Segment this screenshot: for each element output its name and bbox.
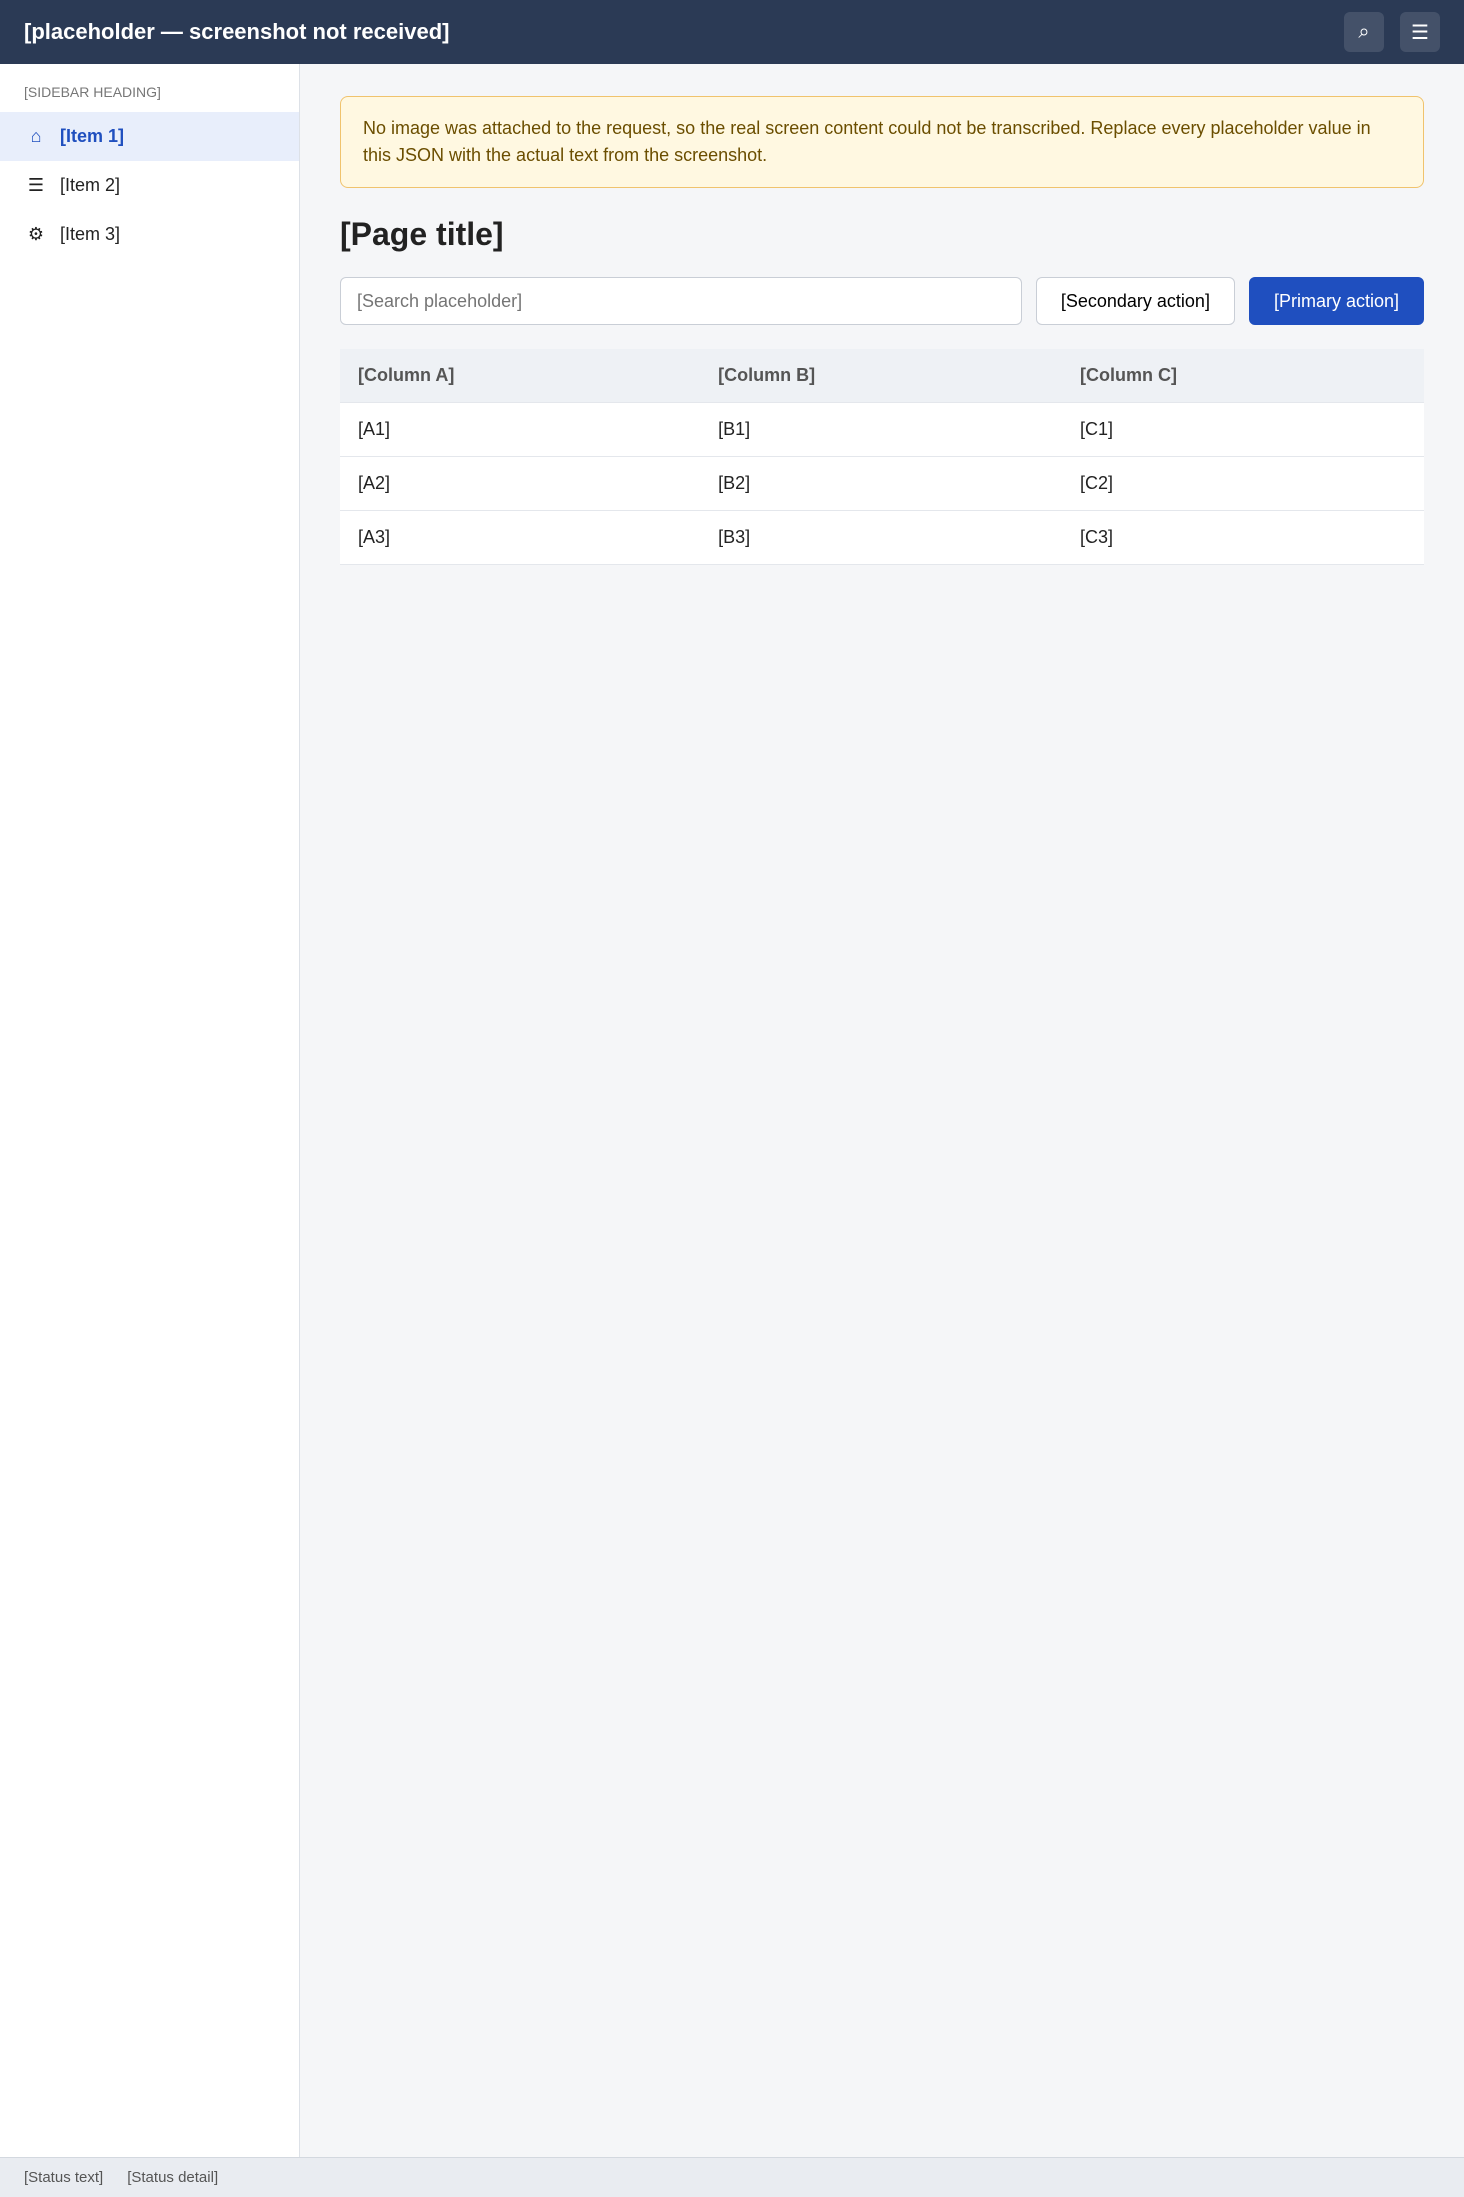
sidebar-item-label: [Item 3]	[60, 224, 121, 244]
table-row[interactable]	[340, 403, 1424, 457]
missing-image-notice: No image was attached to the request, so the real screen content could not be transcribed. Replace every placeholder value in this JSON with the actual text from the screenshot.	[340, 96, 1424, 188]
table-header-row	[340, 349, 1424, 403]
table-cell: [B3]	[700, 511, 1062, 565]
sidebar-heading: [SIDEBAR HEADING]	[24, 84, 161, 100]
sidebar-item-1[interactable]	[0, 112, 299, 161]
status-detail: [Status detail]	[127, 2169, 219, 2186]
gear-icon: ⚙	[27, 224, 45, 244]
sidebar-item-3[interactable]	[0, 210, 299, 259]
table-cell: [B1]	[700, 403, 1062, 457]
column-header[interactable]: [Column B]	[700, 349, 1062, 403]
status-bar	[0, 2157, 1464, 2197]
list-icon: ☰	[27, 175, 45, 195]
toolbar	[340, 277, 1424, 325]
menu-icon[interactable]: ☰	[1400, 12, 1440, 52]
status-text: [Status text]	[24, 2169, 104, 2186]
sidebar-item-2[interactable]	[0, 161, 299, 210]
table-cell: [B2]	[700, 457, 1062, 511]
window-title: [placeholder — screenshot not received]	[24, 19, 450, 44]
title-bar	[0, 0, 1464, 64]
sidebar	[0, 64, 300, 2157]
search-icon[interactable]: ⌕	[1344, 12, 1384, 52]
primary-button[interactable]: [Primary action]	[1249, 277, 1424, 325]
table-cell: [A2]	[340, 457, 700, 511]
table-row[interactable]	[340, 511, 1424, 565]
table-row[interactable]	[340, 457, 1424, 511]
home-icon: ⌂	[30, 126, 42, 146]
table-cell: [C2]	[1062, 457, 1424, 511]
column-header[interactable]: [Column C]	[1062, 349, 1424, 403]
main-content	[300, 64, 1464, 2157]
secondary-button[interactable]: [Secondary action]	[1036, 277, 1235, 325]
page-title: [Page title]	[340, 216, 504, 252]
table-cell: [A3]	[340, 511, 700, 565]
column-header[interactable]: [Column A]	[340, 349, 700, 403]
sidebar-item-label: [Item 2]	[60, 175, 121, 195]
search-input[interactable]	[340, 277, 1022, 325]
body	[0, 64, 1464, 2157]
table-cell: [C3]	[1062, 511, 1424, 565]
sidebar-item-label: [Item 1]	[60, 126, 125, 146]
table-cell: [A1]	[340, 403, 700, 457]
table-cell: [C1]	[1062, 403, 1424, 457]
data-table	[340, 349, 1424, 565]
